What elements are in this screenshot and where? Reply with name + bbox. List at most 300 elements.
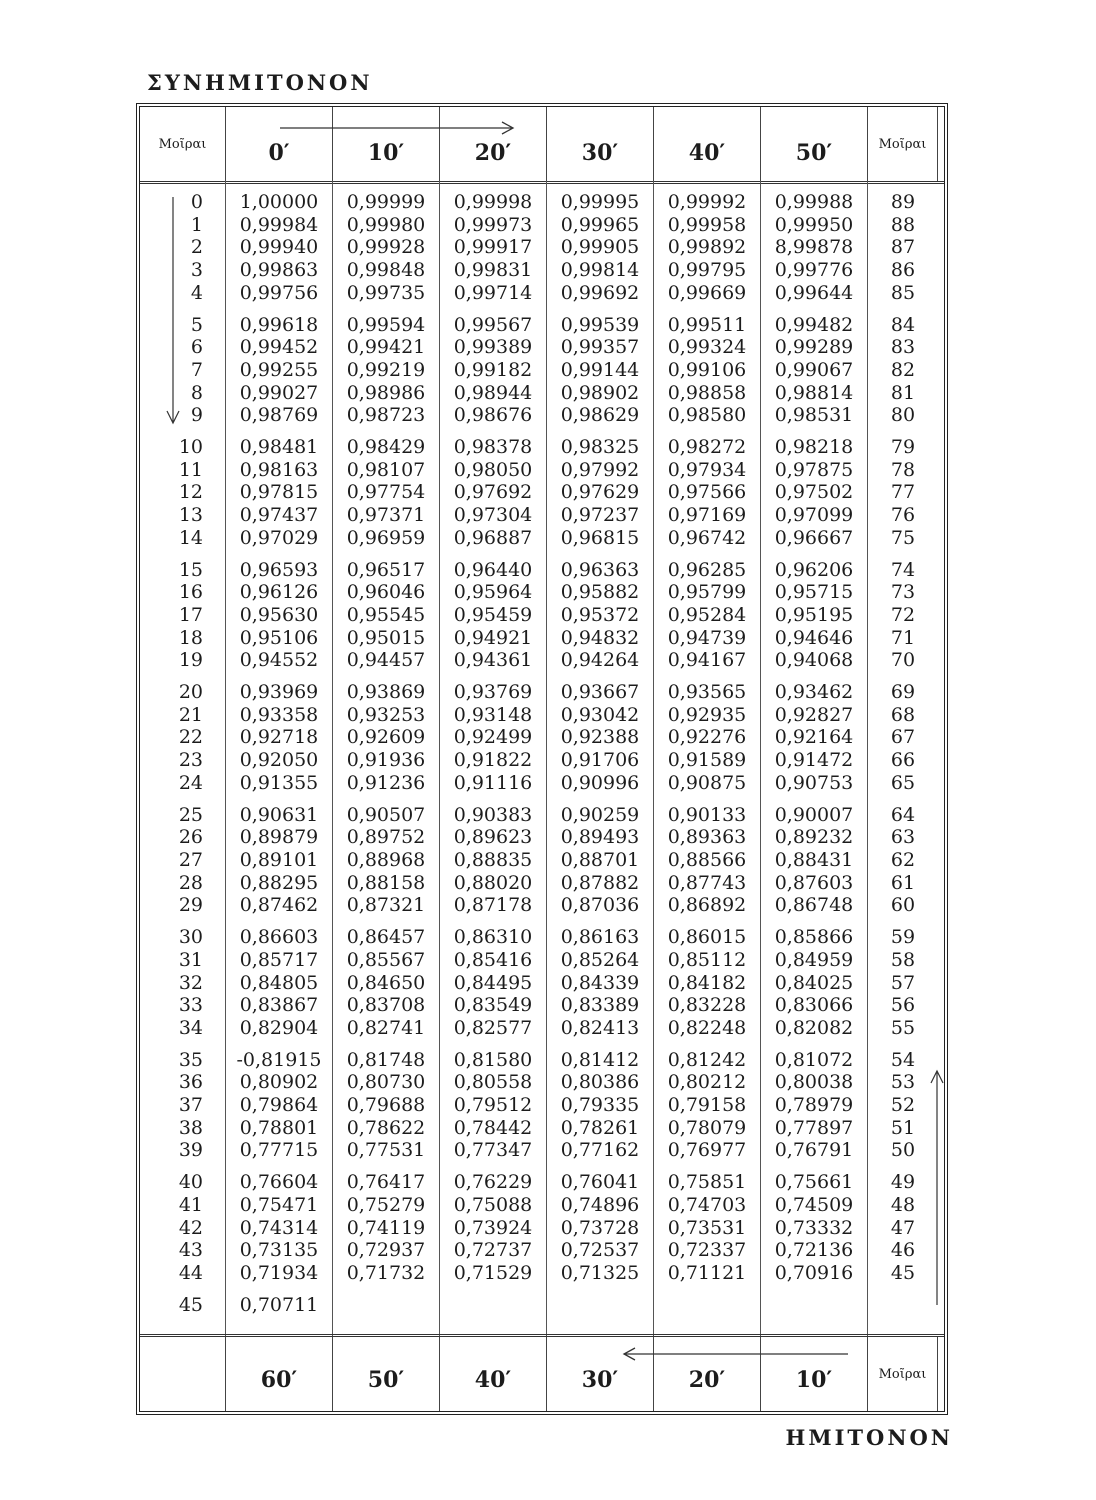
- value-cell: 0,79335: [560, 1094, 640, 1117]
- value-cell: 0,86457: [346, 926, 426, 949]
- degree-cell: 48: [890, 1193, 916, 1216]
- value-cell: 0,86310: [453, 926, 533, 949]
- value-cell: 0,96440: [453, 558, 533, 581]
- value-cell: 0,99539: [560, 313, 640, 336]
- value-cell: 0,98944: [453, 381, 533, 404]
- value-cell: 0,97875: [774, 458, 854, 481]
- value-cell: 0,96046: [346, 581, 426, 604]
- value-cell: 0,72537: [560, 1239, 640, 1262]
- row-group: [547, 191, 653, 305]
- degree-cell: 77: [890, 481, 916, 504]
- value-cell: 0,99482: [774, 313, 854, 336]
- value-cell: 0,72337: [667, 1239, 747, 1262]
- footer-min-20: 20′: [654, 1337, 761, 1411]
- degree-cell: 42: [178, 1216, 203, 1239]
- value-cell: 0,97566: [667, 481, 747, 504]
- table-title: ΣΥΝΗΜΙΤΟΝΟΝ: [147, 70, 373, 95]
- value-cell: 0,75471: [239, 1193, 319, 1216]
- row-group: [761, 314, 867, 428]
- degree-cell: 80: [890, 404, 916, 427]
- value-cell: 0,99669: [667, 281, 747, 304]
- row-group: [547, 1049, 653, 1163]
- row-group: [654, 314, 760, 428]
- value-cell: 0,97237: [560, 504, 640, 527]
- value-cell: 0,99756: [239, 281, 319, 304]
- value-cell: 0,76791: [774, 1139, 854, 1162]
- value-cell: 0,94264: [560, 649, 640, 672]
- value-cell: 0,76041: [560, 1171, 640, 1194]
- column-min-30: [547, 181, 654, 1337]
- value-cell: 0,98050: [453, 458, 533, 481]
- degree-cell: 57: [890, 971, 916, 994]
- degrees-label-right: Μοῖραι: [868, 107, 938, 181]
- degree-cell: 1: [190, 213, 203, 236]
- degree-cell: 67: [890, 726, 916, 749]
- value-cell: 0,76977: [667, 1139, 747, 1162]
- value-cell: 0,95882: [560, 581, 640, 604]
- value-cell: 0,82577: [453, 1016, 533, 1039]
- degree-cell: 35: [178, 1048, 203, 1071]
- degree-cell: 68: [890, 703, 916, 726]
- row-group: [226, 191, 332, 305]
- row-group: [654, 1049, 760, 1163]
- value-cell: 0,94832: [560, 626, 640, 649]
- value-cell: 0,82741: [346, 1016, 426, 1039]
- value-cell: 0,72136: [774, 1239, 854, 1262]
- value-cell: 0,87462: [239, 894, 319, 917]
- degree-cell: 40: [178, 1171, 203, 1194]
- value-cell: 0,97099: [774, 504, 854, 527]
- degree-cell: 59: [890, 926, 916, 949]
- value-cell: 0,81072: [774, 1048, 854, 1071]
- degree-cell: 43: [178, 1239, 203, 1262]
- value-cell: 0,94167: [667, 649, 747, 672]
- degree-cell: 54: [890, 1048, 916, 1071]
- row-group: [226, 314, 332, 428]
- degree-cell: 75: [890, 526, 916, 549]
- value-cell: 0,99814: [560, 259, 640, 282]
- row-group: [333, 559, 439, 673]
- value-cell: 0,81242: [667, 1048, 747, 1071]
- row-group: [761, 1171, 867, 1285]
- value-cell: 0,75661: [774, 1171, 854, 1194]
- value-cell: 0,97371: [346, 504, 426, 527]
- value-cell: 0,77715: [239, 1139, 319, 1162]
- value-cell: 0,71934: [239, 1261, 319, 1284]
- value-cell: 0,90753: [774, 771, 854, 794]
- value-cell: 0,99511: [667, 313, 747, 336]
- row-group: [761, 436, 867, 550]
- value-cell: 0,84025: [774, 971, 854, 994]
- value-cell: 0,86015: [667, 926, 747, 949]
- degree-cell: 70: [890, 649, 916, 672]
- column-min-20: [440, 181, 547, 1337]
- degree-cell: 4: [190, 281, 203, 304]
- degree-cell: 46: [890, 1239, 916, 1262]
- degrees-label-left: Μοῖραι: [140, 107, 226, 181]
- value-cell: 0,95284: [667, 603, 747, 626]
- row-group: [333, 681, 439, 795]
- degree-cell: 86: [890, 259, 916, 282]
- value-cell: 0,98676: [453, 404, 533, 427]
- value-cell: 0,97992: [560, 458, 640, 481]
- degree-cell: 16: [178, 581, 203, 604]
- degree-cell: 66: [890, 749, 916, 772]
- degree-cell: 50: [890, 1139, 916, 1162]
- value-cell: 0,98218: [774, 436, 854, 459]
- value-cell: 0,98769: [239, 404, 319, 427]
- value-cell: 0,99144: [560, 358, 640, 381]
- degree-cell: 17: [178, 603, 203, 626]
- value-cell: 0,74509: [774, 1193, 854, 1216]
- value-cell: 0,98531: [774, 404, 854, 427]
- degree-cell: 88: [890, 213, 916, 236]
- value-cell: 0,80558: [453, 1071, 533, 1094]
- value-cell: 0,76229: [453, 1171, 533, 1194]
- value-cell: 0,85112: [667, 948, 747, 971]
- row-group: [761, 681, 867, 795]
- degree-cell: 15: [178, 558, 203, 581]
- value-cell: 0,92276: [667, 726, 747, 749]
- value-cell: 0,99988: [774, 191, 854, 213]
- value-cell: 0,98481: [239, 436, 319, 459]
- value-cell: 0,90996: [560, 771, 640, 794]
- value-cell: 0,88295: [239, 871, 319, 894]
- value-cell: 0,96285: [667, 558, 747, 581]
- value-cell: 0,94361: [453, 649, 533, 672]
- value-cell: 0,83549: [453, 994, 533, 1017]
- value-cell: 0,98723: [346, 404, 426, 427]
- value-cell: 0,80038: [774, 1071, 854, 1094]
- value-cell: 0,99928: [346, 236, 426, 259]
- value-cell: 0,96593: [239, 558, 319, 581]
- value-cell: 0,78979: [774, 1094, 854, 1117]
- degree-cell: 33: [178, 994, 203, 1017]
- value-cell: 0,79688: [346, 1094, 426, 1117]
- value-cell: 0,81412: [560, 1048, 640, 1071]
- row-group: [654, 681, 760, 795]
- value-cell: 0,99644: [774, 281, 854, 304]
- degree-cell: 83: [890, 336, 916, 359]
- row-group: [654, 926, 760, 1040]
- degree-cell: 51: [890, 1116, 916, 1139]
- degree-cell: 52: [890, 1094, 916, 1117]
- row-group: [440, 681, 546, 795]
- degree-cell: 41: [178, 1193, 203, 1216]
- value-cell: 0,93358: [239, 703, 319, 726]
- value-cell: 0,98858: [667, 381, 747, 404]
- row-group: [654, 436, 760, 550]
- degree-cell: 37: [178, 1094, 203, 1117]
- value-cell: 0,83228: [667, 994, 747, 1017]
- degree-cell: 36: [178, 1071, 203, 1094]
- value-cell: 0,99795: [667, 259, 747, 282]
- degree-cell: 19: [178, 649, 203, 672]
- row-group: [761, 191, 867, 305]
- row-group: [226, 1294, 332, 1317]
- degree-cell: 58: [890, 948, 916, 971]
- value-cell: 0,81748: [346, 1048, 426, 1071]
- value-cell: 0,88968: [346, 848, 426, 871]
- value-cell: 0,93769: [453, 681, 533, 704]
- row-group: [140, 559, 203, 673]
- degree-cell: 7: [190, 358, 203, 381]
- value-cell: 0,99892: [667, 236, 747, 259]
- value-cell: 0,80386: [560, 1071, 640, 1094]
- column-min-40: [654, 181, 761, 1337]
- degree-cell: 14: [178, 526, 203, 549]
- value-cell: 0,81580: [453, 1048, 533, 1071]
- row-group: [761, 926, 867, 1040]
- value-cell: 0,93042: [560, 703, 640, 726]
- value-cell: 0,90007: [774, 803, 854, 826]
- table-subtitle: ΗΜΙΤΟΝΟΝ: [785, 1425, 953, 1450]
- value-cell: 0,95106: [239, 626, 319, 649]
- value-cell: 0,99980: [346, 213, 426, 236]
- degree-cell: 44: [178, 1261, 203, 1284]
- value-cell: 0,79864: [239, 1094, 319, 1117]
- value-cell: 0,87178: [453, 894, 533, 917]
- value-cell: 0,99984: [239, 213, 319, 236]
- value-cell: 0,94552: [239, 649, 319, 672]
- value-cell: 1,00000: [239, 191, 319, 213]
- value-cell: 0,92050: [239, 749, 319, 772]
- value-cell: 0,94646: [774, 626, 854, 649]
- row-group: [868, 191, 938, 305]
- degree-cell: 25: [178, 803, 203, 826]
- row-group: [226, 681, 332, 795]
- degree-cell: 28: [178, 871, 203, 894]
- degree-cell: 9: [190, 404, 203, 427]
- row-group: [547, 926, 653, 1040]
- value-cell: 0,93667: [560, 681, 640, 704]
- value-cell: 0,99289: [774, 336, 854, 359]
- degree-cell: 61: [890, 871, 916, 894]
- footer-min-60: 60′: [226, 1337, 333, 1411]
- value-cell: 0,97629: [560, 481, 640, 504]
- row-group: [761, 559, 867, 673]
- degree-cell: 79: [890, 436, 916, 459]
- value-cell: 0,97692: [453, 481, 533, 504]
- value-cell: 0,99940: [239, 236, 319, 259]
- arrow-down-icon: [166, 197, 180, 427]
- value-cell: 0,99567: [453, 313, 533, 336]
- header-min-20: 20′: [440, 107, 547, 181]
- value-cell: 0,98378: [453, 436, 533, 459]
- value-cell: 0,96959: [346, 526, 426, 549]
- value-cell: 0,99219: [346, 358, 426, 381]
- value-cell: 0,82082: [774, 1016, 854, 1039]
- value-cell: 0,99958: [667, 213, 747, 236]
- footer-min-50: 50′: [333, 1337, 440, 1411]
- degree-cell: 6: [190, 336, 203, 359]
- row-group: [547, 559, 653, 673]
- degree-cell: 24: [178, 771, 203, 794]
- degree-cell: 85: [890, 281, 916, 304]
- value-cell: 0,85717: [239, 948, 319, 971]
- footer-min-40: 40′: [440, 1337, 547, 1411]
- value-cell: 0,78261: [560, 1116, 640, 1139]
- value-cell: 0,93565: [667, 681, 747, 704]
- value-cell: 0,96363: [560, 558, 640, 581]
- value-cell: 0,90383: [453, 803, 533, 826]
- degree-cell: 2: [190, 236, 203, 259]
- value-cell: 0,91472: [774, 749, 854, 772]
- value-cell: 0,95630: [239, 603, 319, 626]
- value-cell: 0,85264: [560, 948, 640, 971]
- value-cell: 0,93148: [453, 703, 533, 726]
- degree-cell: 39: [178, 1139, 203, 1162]
- value-cell: 0,96206: [774, 558, 854, 581]
- value-cell: 0,92388: [560, 726, 640, 749]
- value-cell: 0,99389: [453, 336, 533, 359]
- value-cell: -0,81915: [236, 1048, 322, 1071]
- value-cell: 0,92164: [774, 726, 854, 749]
- value-cell: 0,86603: [239, 926, 319, 949]
- value-cell: 0,88431: [774, 848, 854, 871]
- value-cell: 0,99973: [453, 213, 533, 236]
- row-group: [440, 1049, 546, 1163]
- value-cell: 0,88566: [667, 848, 747, 871]
- value-cell: 0,88701: [560, 848, 640, 871]
- value-cell: 0,90631: [239, 803, 319, 826]
- value-cell: 0,83867: [239, 994, 319, 1017]
- row-group: [140, 1294, 203, 1317]
- value-cell: 0,94457: [346, 649, 426, 672]
- value-cell: 0,99863: [239, 259, 319, 282]
- row-group: [868, 804, 938, 918]
- value-cell: 0,92609: [346, 726, 426, 749]
- value-cell: 0,91589: [667, 749, 747, 772]
- value-cell: 0,88835: [453, 848, 533, 871]
- degree-cell: 38: [178, 1116, 203, 1139]
- row-group: [140, 436, 203, 550]
- degree-cell: 55: [890, 1016, 916, 1039]
- value-cell: 0,71732: [346, 1261, 426, 1284]
- value-cell: 0,90259: [560, 803, 640, 826]
- value-cell: 0,96517: [346, 558, 426, 581]
- value-cell: 0,97815: [239, 481, 319, 504]
- degree-cell: 78: [890, 458, 916, 481]
- row-group: [547, 436, 653, 550]
- value-cell: 0,71529: [453, 1261, 533, 1284]
- degree-cell: 73: [890, 581, 916, 604]
- value-cell: 0,98580: [667, 404, 747, 427]
- value-cell: 0,73728: [560, 1216, 640, 1239]
- header-min-0: 0′: [226, 107, 333, 181]
- value-cell: 0,78079: [667, 1116, 747, 1139]
- value-cell: 0,84182: [667, 971, 747, 994]
- degree-cell: 18: [178, 626, 203, 649]
- value-cell: 0,99965: [560, 213, 640, 236]
- degree-cell: 23: [178, 749, 203, 772]
- row-group: [868, 1171, 938, 1285]
- value-cell: 0,84805: [239, 971, 319, 994]
- row-group: [868, 681, 938, 795]
- value-cell: 0,76417: [346, 1171, 426, 1194]
- row-group: [440, 804, 546, 918]
- row-group: [140, 804, 203, 918]
- value-cell: 0,98272: [667, 436, 747, 459]
- value-cell: 0,97934: [667, 458, 747, 481]
- arrow-right-icon: [280, 121, 520, 135]
- value-cell: 0,88020: [453, 871, 533, 894]
- row-group: [226, 559, 332, 673]
- value-cell: 0,95964: [453, 581, 533, 604]
- row-group: [440, 436, 546, 550]
- degree-cell: 10: [178, 436, 203, 459]
- value-cell: 0,87743: [667, 871, 747, 894]
- row-group: [868, 436, 938, 550]
- degree-cell: 12: [178, 481, 203, 504]
- row-group: [868, 559, 938, 673]
- value-cell: 0,99106: [667, 358, 747, 381]
- value-cell: 0,94921: [453, 626, 533, 649]
- row-group: [654, 1171, 760, 1285]
- value-cell: 0,90507: [346, 803, 426, 826]
- value-cell: 0,95459: [453, 603, 533, 626]
- degree-cell: 21: [178, 703, 203, 726]
- value-cell: 0,88158: [346, 871, 426, 894]
- value-cell: 0,93462: [774, 681, 854, 704]
- row-group: [140, 1171, 203, 1285]
- value-cell: 0,79158: [667, 1094, 747, 1117]
- degree-cell: 8: [190, 381, 203, 404]
- column-min-10: [333, 181, 440, 1337]
- column-min-0: [226, 181, 333, 1337]
- degree-cell: 63: [890, 826, 916, 849]
- value-cell: 0,93253: [346, 703, 426, 726]
- value-cell: 0,89879: [239, 826, 319, 849]
- value-cell: 0,75279: [346, 1193, 426, 1216]
- value-cell: 0,91355: [239, 771, 319, 794]
- value-cell: 0,95015: [346, 626, 426, 649]
- value-cell: 0,86892: [667, 894, 747, 917]
- value-cell: 0,99452: [239, 336, 319, 359]
- degree-cell: 76: [890, 504, 916, 527]
- value-cell: 0,85416: [453, 948, 533, 971]
- value-cell: 0,98325: [560, 436, 640, 459]
- degree-cell: 87: [890, 236, 916, 259]
- value-cell: 0,78801: [239, 1116, 319, 1139]
- value-cell: 0,77162: [560, 1139, 640, 1162]
- degree-cell: 20: [178, 681, 203, 704]
- value-cell: 0,70916: [774, 1261, 854, 1284]
- degree-cell: 56: [890, 994, 916, 1017]
- value-cell: 0,92718: [239, 726, 319, 749]
- row-group: [226, 926, 332, 1040]
- value-cell: 0,96815: [560, 526, 640, 549]
- value-cell: 0,99735: [346, 281, 426, 304]
- value-cell: 0,73135: [239, 1239, 319, 1262]
- arrow-left-icon: [620, 1347, 850, 1361]
- degree-cell: 71: [890, 626, 916, 649]
- row-group: [333, 804, 439, 918]
- value-cell: 0,99995: [560, 191, 640, 213]
- value-cell: 0,71325: [560, 1261, 640, 1284]
- value-cell: 0,95372: [560, 603, 640, 626]
- degree-cell: 0: [190, 191, 203, 213]
- degree-cell: 32: [178, 971, 203, 994]
- value-cell: 0,96667: [774, 526, 854, 549]
- value-cell: 0,97437: [239, 504, 319, 527]
- value-cell: 0,80212: [667, 1071, 747, 1094]
- degrees-label-bottom-left: [140, 1337, 226, 1411]
- value-cell: 0,97169: [667, 504, 747, 527]
- degree-cell: 89: [890, 191, 916, 213]
- arrow-up-icon: [930, 1067, 944, 1307]
- footer-min-30: 30′: [547, 1337, 654, 1411]
